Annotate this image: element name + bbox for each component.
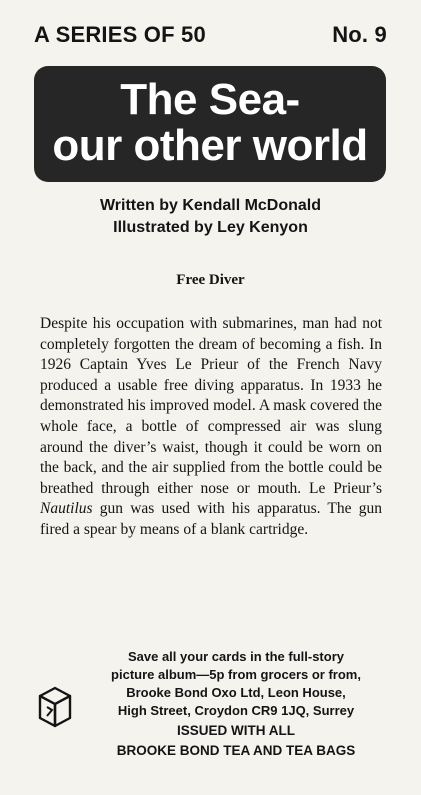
article-heading: Free Diver [176,272,245,288]
series-label: A SERIES OF 50 [34,22,206,47]
author-credit: Written by Kendall McDonald [99,197,322,214]
article-body [40,314,382,541]
card-header [34,22,387,54]
footer-line-3: Brooke Bond Oxo Ltd, Leon House, [126,685,346,700]
article-text-1: Despite his occupation with submarines, man had not completely forgotten the dream of becoming a fish. In 1926 Captain Yves Le Prieur of the French Navy produced a usable free diving apparatus. In 1933 he demonstrated his improved model. A mask covered the whole face, a bottle of compressed air was slung around the diver’s waist, though it could be worn on the back, and the air supplied from the bottle could be breathed through either nose or mouth. Le Prieur’s [40,315,382,497]
credits [0,195,421,239]
issued-line-2: BROOKE BOND TEA AND TEA BAGS [116,743,356,758]
article-text-2: gun was used with his apparatus. The gun fired a spear by means of a blank cartridge. [40,500,382,538]
footer-line-1: Save all your cards in the full-story [127,649,344,664]
issued-line-1: ISSUED WITH ALL [177,723,295,738]
card-number: No. 9 [332,22,387,47]
brooke-bond-cube-icon [38,686,72,730]
title-banner [34,66,386,182]
footer-line-2: picture album—5p from grocers or from, [111,667,361,682]
footer-line-4: High Street, Croydon CR9 1JQ, Surrey [117,703,355,718]
illustrator-credit: Illustrated by Ley Kenyon [113,219,308,236]
footer-text [86,648,386,760]
article-italic: Nautilus [40,500,93,518]
title-line-2: our other world [52,121,368,170]
title-line-1: The Sea- [120,75,300,124]
